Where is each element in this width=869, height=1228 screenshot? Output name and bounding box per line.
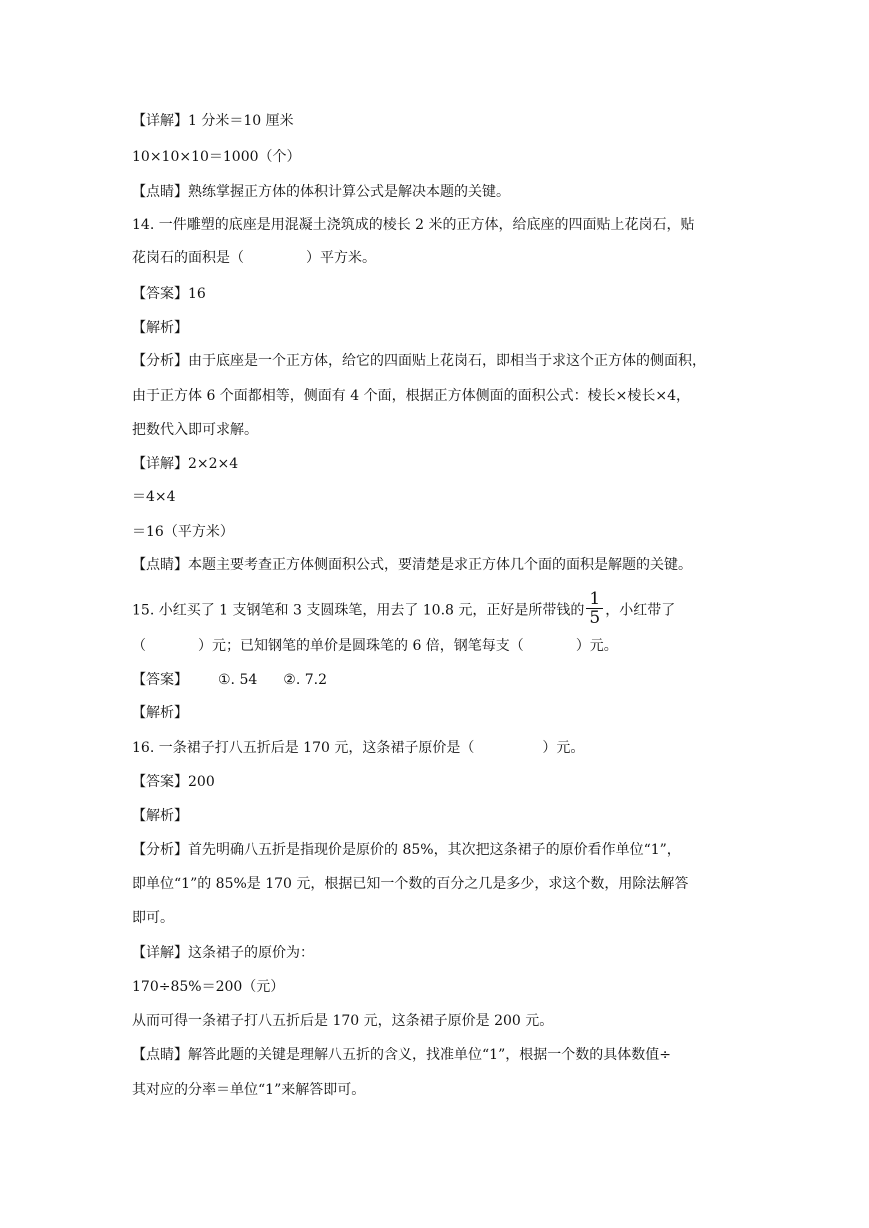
fraction-numerator: 1 xyxy=(586,590,603,609)
question-16-text: 16. 一条裙子打八五折后是 170 元，这条裙子原价是（ xyxy=(132,740,475,756)
answer-16: 【答案】200 xyxy=(132,774,215,790)
analysis-16-line-3: 即可。 xyxy=(132,910,174,926)
answer-15 xyxy=(132,670,327,690)
analysis-14-line-3: 把数代入即可求解。 xyxy=(132,422,258,438)
answer-15-part-1: ①. 54 xyxy=(218,672,258,688)
question-16-line-1 xyxy=(132,738,584,758)
detail-14-line-1: 【详解】2×2×4 xyxy=(132,456,239,472)
detail-16-line-1: 【详解】这条裙子的原价为： xyxy=(132,945,314,961)
analysis-16-line-2: 即单位“1”的 85%是 170 元，根据已知一个数的百分之几是多少，求这个数，用除法解答 xyxy=(132,876,689,892)
question-15-text: ）元。 xyxy=(575,638,618,654)
detail-16-line-2: 170÷85%＝200（元） xyxy=(132,979,285,995)
analysis-14-line-2: 由于正方体 6 个面都相等，侧面有 4 个面，根据正方体侧面的面积公式：棱长×棱长×4， xyxy=(132,388,690,404)
detail-14-line-2: ＝4×4 xyxy=(132,489,176,505)
detail-16-line-3: 从而可得一条裙子打八五折后是 170 元，这条裙子原价是 200 元。 xyxy=(132,1013,554,1029)
question-14-line-2 xyxy=(132,248,376,268)
answer-label: 【答案】 xyxy=(132,672,188,688)
calc-line: 10×10×10＝1000（个） xyxy=(132,149,301,165)
question-15-line-2 xyxy=(132,636,618,656)
question-16-text: ）元。 xyxy=(542,740,585,756)
question-15-line-1 xyxy=(132,589,676,629)
analysis-14-line-1: 【分析】由于底座是一个正方体，给它的四面贴上花岗石，即相当于求这个正方体的侧面积， xyxy=(132,353,706,369)
fraction-one-fifth xyxy=(586,590,603,627)
analysis-label-15: 【解析】 xyxy=(132,705,188,721)
analysis-16-line-1: 【分析】首先明确八五折是指现价是原价的 85%，其次把这条裙子的原价看作单位“1”， xyxy=(132,842,681,858)
question-14-text: 花岗石的面积是（ xyxy=(132,250,244,266)
question-14-line-1: 14. 一件雕塑的底座是用混凝土浇筑成的棱长 2 米的正方体，给底座的四面贴上花岗石，贴 xyxy=(132,217,695,233)
answer-14: 【答案】16 xyxy=(132,286,206,302)
analysis-label-14: 【解析】 xyxy=(132,320,188,336)
question-15-text: ，小红带了 xyxy=(605,602,676,619)
detail-14-line-3: ＝16（平方米） xyxy=(132,524,234,540)
tip-14: 【点睛】本题主要考查正方体侧面积公式，要清楚是求正方体几个面的面积是解题的关键。 xyxy=(132,557,692,573)
tip-16-line-1: 【点睛】解答此题的关键是理解八五折的含义，找准单位“1”，根据一个数的具体数值÷ xyxy=(132,1047,671,1063)
fraction-denominator: 5 xyxy=(589,608,601,628)
tip-line: 【点睛】熟练掌握正方体的体积计算公式是解决本题的关键。 xyxy=(132,184,510,200)
question-15-text: （ xyxy=(132,638,146,654)
question-14-text: ）平方米。 xyxy=(306,250,376,266)
tip-16-line-2: 其对应的分率＝单位“1”来解答即可。 xyxy=(132,1082,366,1098)
question-15-text: ）元；已知钢笔的单价是圆珠笔的 6 倍，钢笔每支（ xyxy=(198,638,524,654)
answer-15-part-2: ②. 7.2 xyxy=(283,672,327,688)
question-15-text: 15. 小红买了 1 支钢笔和 3 支圆珠笔，用去了 10.8 元，正好是所带钱的 xyxy=(132,602,585,619)
analysis-label-16: 【解析】 xyxy=(132,808,188,824)
detail-line: 【详解】1 分米＝10 厘米 xyxy=(132,113,294,129)
